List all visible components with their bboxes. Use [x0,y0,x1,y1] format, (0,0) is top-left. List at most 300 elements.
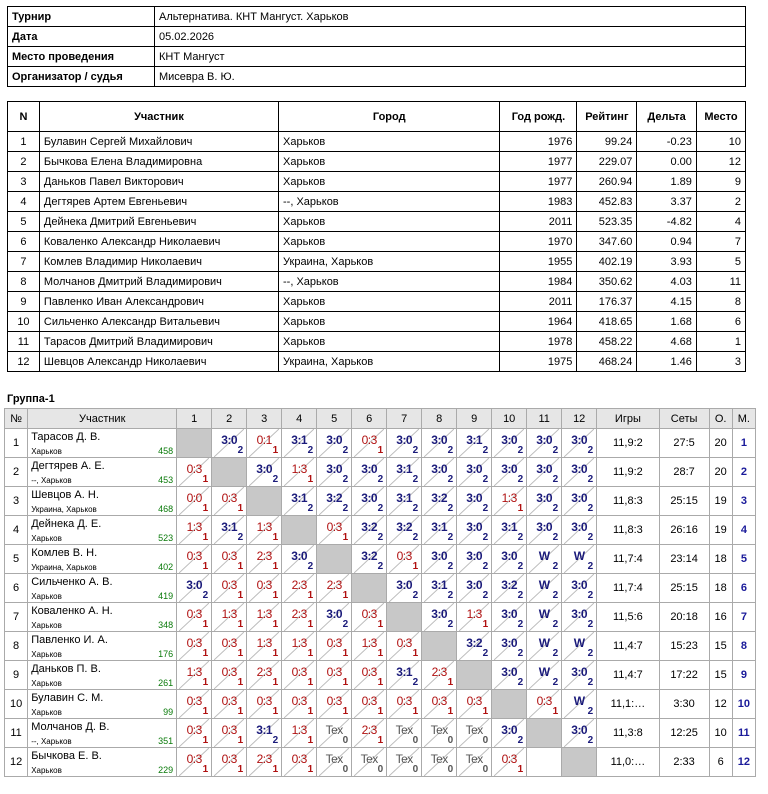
group-title: Группа-1 [7,393,55,405]
col-num: № [5,409,28,429]
result-cell [212,545,247,574]
match-score: W [538,549,550,563]
result-cell [457,661,492,690]
participant-cell: 1955 [500,252,577,272]
sets-cell: 25:15 [659,574,709,603]
participant-cell: 1.46 [637,352,697,372]
result-cell [177,748,212,777]
match-score: 1:3 [186,520,202,534]
result-cell [562,603,597,632]
row-num: 1 [5,429,28,458]
match-points: 1 [307,590,314,601]
result-cell [527,690,562,719]
match-score: W [573,636,585,650]
place-cell: 1 [732,429,755,458]
column-header: Дельта [637,102,697,132]
match-points: 2 [552,619,559,630]
match-score: 0:3 [361,607,377,621]
match-points: 2 [482,474,489,485]
match-points: 1 [307,619,314,630]
match-score: 3:0 [571,491,588,505]
result-cell [212,574,247,603]
sets-cell: 12:25 [659,719,709,748]
match-points: 1 [342,648,349,659]
player-cell [28,574,177,603]
match-score: 2:3 [326,578,342,592]
result-cell [422,603,457,632]
match-points: 2 [517,735,524,746]
player-name: Дегтярев А. Е. [31,460,105,472]
match-points: 1 [237,677,244,688]
match-points: 2 [587,474,594,485]
match-points: 1 [307,706,314,717]
match-score: 1:3 [466,607,482,621]
player-cell [28,516,177,545]
participant-cell: 12 [696,152,745,172]
player-city: --, Харьков [31,737,72,746]
match-points: 2 [587,561,594,572]
col-sets: Сеты [659,409,709,429]
match-score: Tex [395,723,413,737]
sets-cell: 2:33 [659,748,709,777]
participant-cell: Комлев Владимир Николаевич [39,252,278,272]
match-score: 0:3 [221,578,237,592]
match-points: 1 [272,764,279,775]
info-value: КНТ Мангуст [155,47,746,67]
match-points: 1 [342,677,349,688]
participant-cell: Украина, Харьков [279,252,500,272]
match-points: 1 [272,648,279,659]
match-score: 3:1 [466,433,483,447]
column-header: N [8,102,40,132]
match-points: 1 [272,532,279,543]
participant-cell: Харьков [279,292,500,312]
participant-cell: Молчанов Дмитрий Владимирович [39,272,278,292]
games-cell: 11,9:2 [597,458,659,487]
match-points: 1 [237,503,244,514]
participant-cell: 3.93 [637,252,697,272]
participant-cell: 347.60 [577,232,637,252]
result-cell [352,690,387,719]
match-score: 0:3 [221,491,237,505]
result-cell [492,574,527,603]
result-cell [177,574,212,603]
participant-row [8,232,746,252]
result-cell [247,603,282,632]
result-cell [352,603,387,632]
result-cell [282,632,317,661]
result-cell [352,429,387,458]
match-points: 1 [237,648,244,659]
participant-cell: Даньков Павел Викторович [39,172,278,192]
participant-cell: 452.83 [577,192,637,212]
match-score: 3:2 [326,491,343,505]
games-cell: 11,7:4 [597,574,659,603]
games-cell: 11,8:3 [597,487,659,516]
info-key: Турнир [8,7,155,27]
participant-cell: Харьков [279,172,500,192]
participant-cell: 1 [8,132,40,152]
result-cell [352,632,387,661]
col-opponent: 3 [247,409,282,429]
match-points: 1 [237,561,244,572]
participant-cell: 418.65 [577,312,637,332]
match-points: 1 [342,532,349,543]
group-row [5,516,756,545]
games-cell: 11,7:4 [597,545,659,574]
match-score: 3:0 [396,433,413,447]
participant-cell: --, Харьков [279,192,500,212]
info-key: Организатор / судья [8,67,155,87]
match-score: 3:2 [466,636,483,650]
player-rating: 453 [158,475,174,485]
match-score: 3:0 [466,462,483,476]
participant-cell: Бычкова Елена Владимировна [39,152,278,172]
match-points: 2 [412,532,419,543]
result-cell [422,690,457,719]
result-cell [422,661,457,690]
match-points: 2 [552,445,559,456]
participant-row [8,292,746,312]
result-cell [177,690,212,719]
match-points: 1 [517,503,524,514]
player-name: Комлев В. Н. [31,547,98,559]
participant-cell: 8 [696,292,745,312]
match-score: 3:1 [396,491,413,505]
participant-row [8,212,746,232]
result-cell [212,487,247,516]
points-cell: 19 [709,487,732,516]
result-cell [352,458,387,487]
participant-cell: 5 [8,212,40,232]
match-points: 2 [517,677,524,688]
result-cell [247,690,282,719]
group-row [5,545,756,574]
result-cell [562,429,597,458]
match-points: 2 [482,648,489,659]
match-score: 0:3 [326,665,342,679]
result-cell [212,458,247,487]
result-cell [212,661,247,690]
points-cell: 20 [709,429,732,458]
match-points: 2 [587,590,594,601]
participant-cell: Шевцов Александр Николаевич [39,352,278,372]
result-cell [457,429,492,458]
player-cell [28,748,177,777]
col-points: О. [709,409,732,429]
match-points: 1 [342,590,349,601]
match-score: 0:3 [221,636,237,650]
match-points: 1 [202,474,209,485]
match-score: 0:3 [291,694,307,708]
match-points: 2 [482,561,489,572]
participant-cell: 12 [8,352,40,372]
match-score: 1:3 [361,636,377,650]
participant-cell: Харьков [279,132,500,152]
participant-cell: 3.37 [637,192,697,212]
match-points: 2 [552,677,559,688]
info-value: Мисевра В. Ю. [155,67,746,87]
match-points: 1 [482,706,489,717]
player-name: Молчанов Д. В. [31,721,110,733]
result-cell [317,458,352,487]
group-row [5,487,756,516]
result-cell [282,574,317,603]
result-cell [177,719,212,748]
group-row [5,603,756,632]
player-city: Харьков [31,534,62,543]
match-score: 3:0 [221,433,238,447]
match-points: 1 [447,677,454,688]
participant-cell: 1983 [500,192,577,212]
player-rating: 402 [158,562,174,572]
group-row [5,719,756,748]
row-num: 7 [5,603,28,632]
info-row [8,47,746,67]
row-num: 3 [5,487,28,516]
player-rating: 468 [158,504,174,514]
match-score: 0:3 [256,694,272,708]
match-score: W [538,636,550,650]
participant-cell: 1964 [500,312,577,332]
row-num: 4 [5,516,28,545]
participant-cell: 7 [8,252,40,272]
match-score: 3:0 [571,665,588,679]
result-cell [282,690,317,719]
match-points: 2 [412,677,419,688]
result-cell [457,603,492,632]
match-score: 3:0 [501,607,518,621]
result-cell [457,719,492,748]
match-points: 1 [412,561,419,572]
match-score: 3:0 [431,462,448,476]
participant-cell: Харьков [279,212,500,232]
match-score: 3:1 [291,491,308,505]
player-rating: 419 [158,591,174,601]
result-cell [282,719,317,748]
match-points: 0 [342,735,349,746]
player-city: Харьков [31,621,62,630]
match-points: 2 [307,503,314,514]
match-points: 2 [412,445,419,456]
result-cell [177,632,212,661]
match-score: 1:3 [256,520,272,534]
match-points: 1 [272,561,279,572]
player-rating: 348 [158,620,174,630]
result-cell [247,748,282,777]
player-name: Сильченко А. В. [31,576,113,588]
player-cell [28,458,177,487]
player-city: Харьков [31,708,62,717]
result-cell [352,719,387,748]
result-cell [247,516,282,545]
match-score: 3:0 [571,462,588,476]
match-score: 3:0 [501,723,518,737]
match-points: 1 [377,735,384,746]
player-city: Харьков [31,650,62,659]
result-cell [562,719,597,748]
participant-cell: -0.23 [637,132,697,152]
match-points: 1 [447,706,454,717]
participant-cell: 1970 [500,232,577,252]
tournament-info-table [7,6,746,87]
participant-cell: 458.22 [577,332,637,352]
sets-cell: 15:23 [659,632,709,661]
match-score: 0:3 [186,694,202,708]
info-value: 05.02.2026 [155,27,746,47]
match-points: 2 [412,590,419,601]
match-score: 3:0 [536,462,553,476]
match-points: 1 [272,590,279,601]
match-points: 1 [202,706,209,717]
match-score: 3:0 [256,462,273,476]
match-score: 2:3 [361,723,377,737]
match-score: 3:0 [291,549,308,563]
info-row [8,67,746,87]
participant-cell: 1977 [500,172,577,192]
player-name: Шевцов А. Н. [31,489,99,501]
match-points: 2 [412,503,419,514]
participant-cell: 5 [696,252,745,272]
match-points: 2 [202,590,209,601]
match-points: 1 [202,764,209,775]
participant-cell: 3 [696,352,745,372]
result-cell [177,661,212,690]
sets-cell: 20:18 [659,603,709,632]
participant-cell: Харьков [279,332,500,352]
result-cell [317,545,352,574]
result-cell [457,632,492,661]
player-rating: 458 [158,446,174,456]
match-score: 3:0 [431,433,448,447]
match-points: 2 [482,532,489,543]
participant-cell: 176.37 [577,292,637,312]
participant-cell: 468.24 [577,352,637,372]
result-cell [457,487,492,516]
result-cell [562,690,597,719]
result-cell [247,632,282,661]
match-points: 2 [587,677,594,688]
match-score: 2:3 [256,665,272,679]
sets-cell: 28:7 [659,458,709,487]
match-points: 1 [237,619,244,630]
player-cell [28,429,177,458]
player-name: Павленко И. А. [31,634,108,646]
result-cell [317,574,352,603]
place-cell: 2 [732,458,755,487]
result-cell [457,458,492,487]
games-cell: 11,3:8 [597,719,659,748]
match-score: 3:0 [466,520,483,534]
place-cell: 4 [732,516,755,545]
match-score: 3:0 [326,607,343,621]
match-score: 0:3 [396,636,412,650]
match-score: 3:0 [501,549,518,563]
match-points: 1 [307,735,314,746]
match-points: 2 [342,503,349,514]
result-cell [317,632,352,661]
result-cell [317,748,352,777]
match-score: 3:0 [501,433,518,447]
result-cell [527,603,562,632]
result-cell [387,487,422,516]
points-cell: 18 [709,545,732,574]
col-name: Участник [28,409,177,429]
result-cell [387,603,422,632]
group-row [5,429,756,458]
match-score: 3:0 [501,636,518,650]
participant-row [8,252,746,272]
match-score: 3:0 [396,578,413,592]
match-score: 0:3 [221,694,237,708]
result-cell [387,661,422,690]
player-cell [28,603,177,632]
match-points: 2 [237,445,244,456]
participant-cell: 4 [8,192,40,212]
match-points: 2 [587,445,594,456]
result-cell [282,545,317,574]
player-rating: 351 [158,736,174,746]
points-cell: 20 [709,458,732,487]
participant-cell: 1.68 [637,312,697,332]
player-cell [28,719,177,748]
result-cell [177,429,212,458]
place-cell: 12 [732,748,755,777]
player-city: Украина, Харьков [31,505,97,514]
result-cell [422,748,457,777]
match-score: 3:0 [326,433,343,447]
participant-row [8,272,746,292]
match-score: 3:0 [536,520,553,534]
column-header: Рейтинг [577,102,637,132]
column-header: Место [696,102,745,132]
result-cell [422,516,457,545]
result-cell [387,748,422,777]
match-score: 0:1 [256,433,272,447]
match-score: Tex [360,752,378,766]
participant-cell: 1975 [500,352,577,372]
match-score: 3:2 [501,578,518,592]
result-cell [422,429,457,458]
match-score: 2:3 [256,752,272,766]
participant-cell: Тарасов Дмитрий Владимирович [39,332,278,352]
match-points: 1 [202,677,209,688]
place-cell: 11 [732,719,755,748]
match-points: 2 [552,561,559,572]
result-cell [282,487,317,516]
col-opponent: 6 [352,409,387,429]
participant-cell: Харьков [279,152,500,172]
participant-cell: 523.35 [577,212,637,232]
match-points: 1 [202,503,209,514]
player-city: Харьков [31,447,62,456]
result-cell [177,545,212,574]
result-cell [387,545,422,574]
info-key: Дата [8,27,155,47]
result-cell [422,487,457,516]
match-score: 3:2 [361,549,378,563]
match-score: 3:1 [431,520,448,534]
match-score: 0:3 [221,549,237,563]
match-points: 1 [307,648,314,659]
result-cell [352,661,387,690]
match-score: 3:0 [186,578,203,592]
result-cell [352,574,387,603]
participant-cell: Украина, Харьков [279,352,500,372]
match-points: 2 [447,619,454,630]
games-cell: 11,4:7 [597,661,659,690]
match-score: 3:0 [536,491,553,505]
